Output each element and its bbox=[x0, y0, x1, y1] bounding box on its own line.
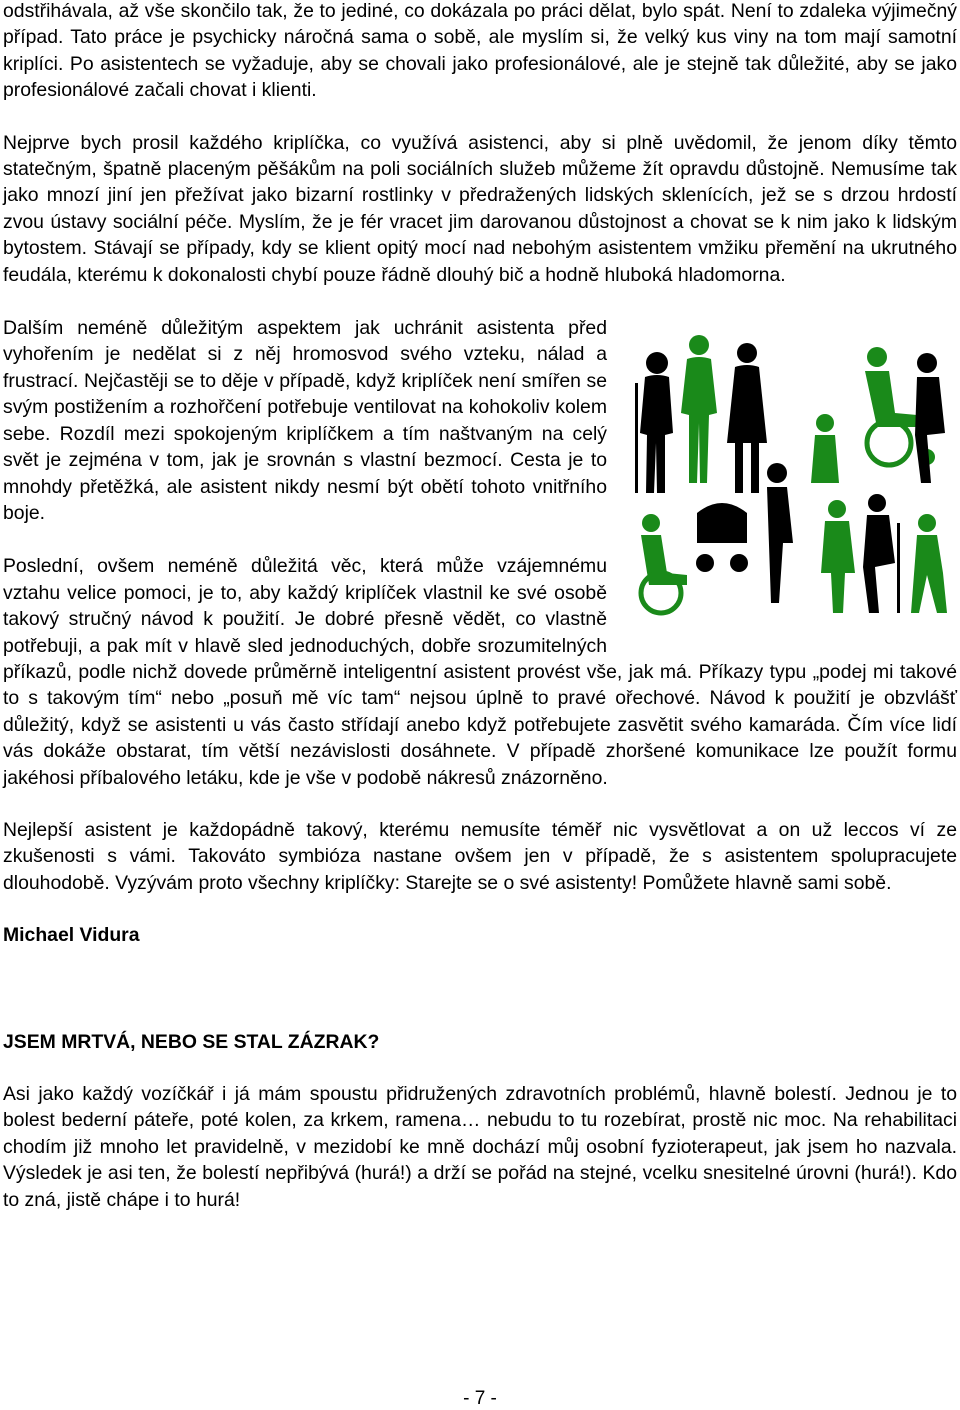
author-signature: Michael Vidura bbox=[3, 924, 140, 947]
text-with-illustration bbox=[3, 315, 957, 791]
paragraph-pain: Asi jako každý vozíčkář i já mám spoustu přidružených zdravotních problémů, hlavně bolestí. Jednou je to bolest bederní páteře, poté kolen, za krkem, ramena… nebudu to tu rozebírat, prostě nic moc. Na rehabilitaci chodím již mnoho let pravidelně, v mezidobí ke mně dochází můj osobní fyzioterapeut, jak jsem ho nazvala. Výsledek je asi ten, že bolestí nepřibývá (hurá!) a drží se pořád na stejné, vcelku snesitelné úrovni (hurá!). Kdo to zná, jistě chápe i to hurá! bbox=[3, 1083, 957, 1211]
article-heading: JSEM MRTVÁ, NEBO SE STAL ZÁZRAK? bbox=[3, 1030, 380, 1053]
paragraph-frustration: Dalším neméně důležitým aspektem jak uchránit asistenta před vyhořením je nedělat si z něj hromosvod svého vzteku, nálad a frustrací. Nejčastěji se to děje v případě, když kriplíček není smířen se svým postižením a rozhořčení potřebuje ventilovat na kohokoliv kolem sebe. Rozdíl mezi spokojeným kriplíčkem a tím naštvaným na celý svět je zejména v tom, jak je srovnán s vlastní bezmocí. Cesta je to mnohdy přetěžká, ale asistent nikdy nesmí být obětí tohoto vnitřního boje. bbox=[3, 317, 607, 524]
document-page bbox=[3, 0, 957, 1213]
paragraph-burnout-intro: odstřihávala, až vše skončilo tak, že to jediné, co dokázala po práci dělat, bylo spát. Není to zdaleka výjimečný případ. Tato práce je psychicky náročná sama o sobě, ale myslím si, že velký kus viny na tom mají samotní kriplíci. Po asistentech se vyžaduje, aby se chovali jako profesionálové, ale je stejně tak důležité, aby se jako profesionálové začali chovat i klienti. bbox=[3, 0, 957, 102]
page-number: - 7 - bbox=[463, 1388, 497, 1409]
paragraph-manual: Poslední, ovšem neméně důležitá věc, která může vzájemnému vztahu velice pomoci, je to, aby každý kriplíček vlastnil ke své osobě takový stručný návod k použití. Je dobré přesně vědět, co vlastně potřebuji, a pak mít v hlavě sled jednoduchých, dobře srozumitelných příkazů, podle nichž dovede průměrně inteligentní asistent provést vše, jak má. Příkazy typu „podej mi takové to s takovým tím“ nebo „posuň mě víc tam“ nejsou úplně to pravé ořechové. Návod k použití je obzvlášť důležitý, když se asistenti u vás často střídají anebo když potřebujete zasvětit svého kamaráda. Čím více lidí vás dokáže obstarat, tím větší nezávislosti dosáhnete. V případě zhoršené komunikace lze použít formu jakéhosi příbalového letáku, kde je vše v podobě nákresů znázorněno. bbox=[3, 555, 957, 789]
disability-silhouettes-icon bbox=[627, 323, 957, 623]
paragraph-best-assistant: Nejlepší asistent je každopádně takový, kterému nemusíte téměř nic vysvětlovat a on už leccos ví ze zkušenosti s vámi. Takováto symbióza nastane ovšem jen v případě, že s asistentem spolupracujete dlouhodobě. Vyzývám proto všechny kriplíčky: Starejte se o své asistenty! Pomůžete hlavně sami sobě. bbox=[3, 818, 957, 894]
paragraph-dignity: Nejprve bych prosil každého kriplíčka, co využívá asistenci, aby si plně uvědomil, že jenom díky těmto statečným, špatně placeným pěšákům na poli sociálních služeb můžeme žít opravdu důstojně. Nemusíme tak jako mnozí jiní jen přežívat jako bizarní rostlinky v předražených lidských sklenících, jež se s drzou hrdostí zvou ústavy sociální péče. Myslím, že je fér vracet jim darovanou důstojnost a chovat se k nim jako k lidským bytostem. Stávají se případy, kdy se klient opitý mocí nad nebohým asistentem vmžiku přemění na ukrutného feudála, kterému k dokonalosti chybí pouze řádně dlouhý bič a hodně hluboká hladomorna. bbox=[3, 131, 957, 286]
